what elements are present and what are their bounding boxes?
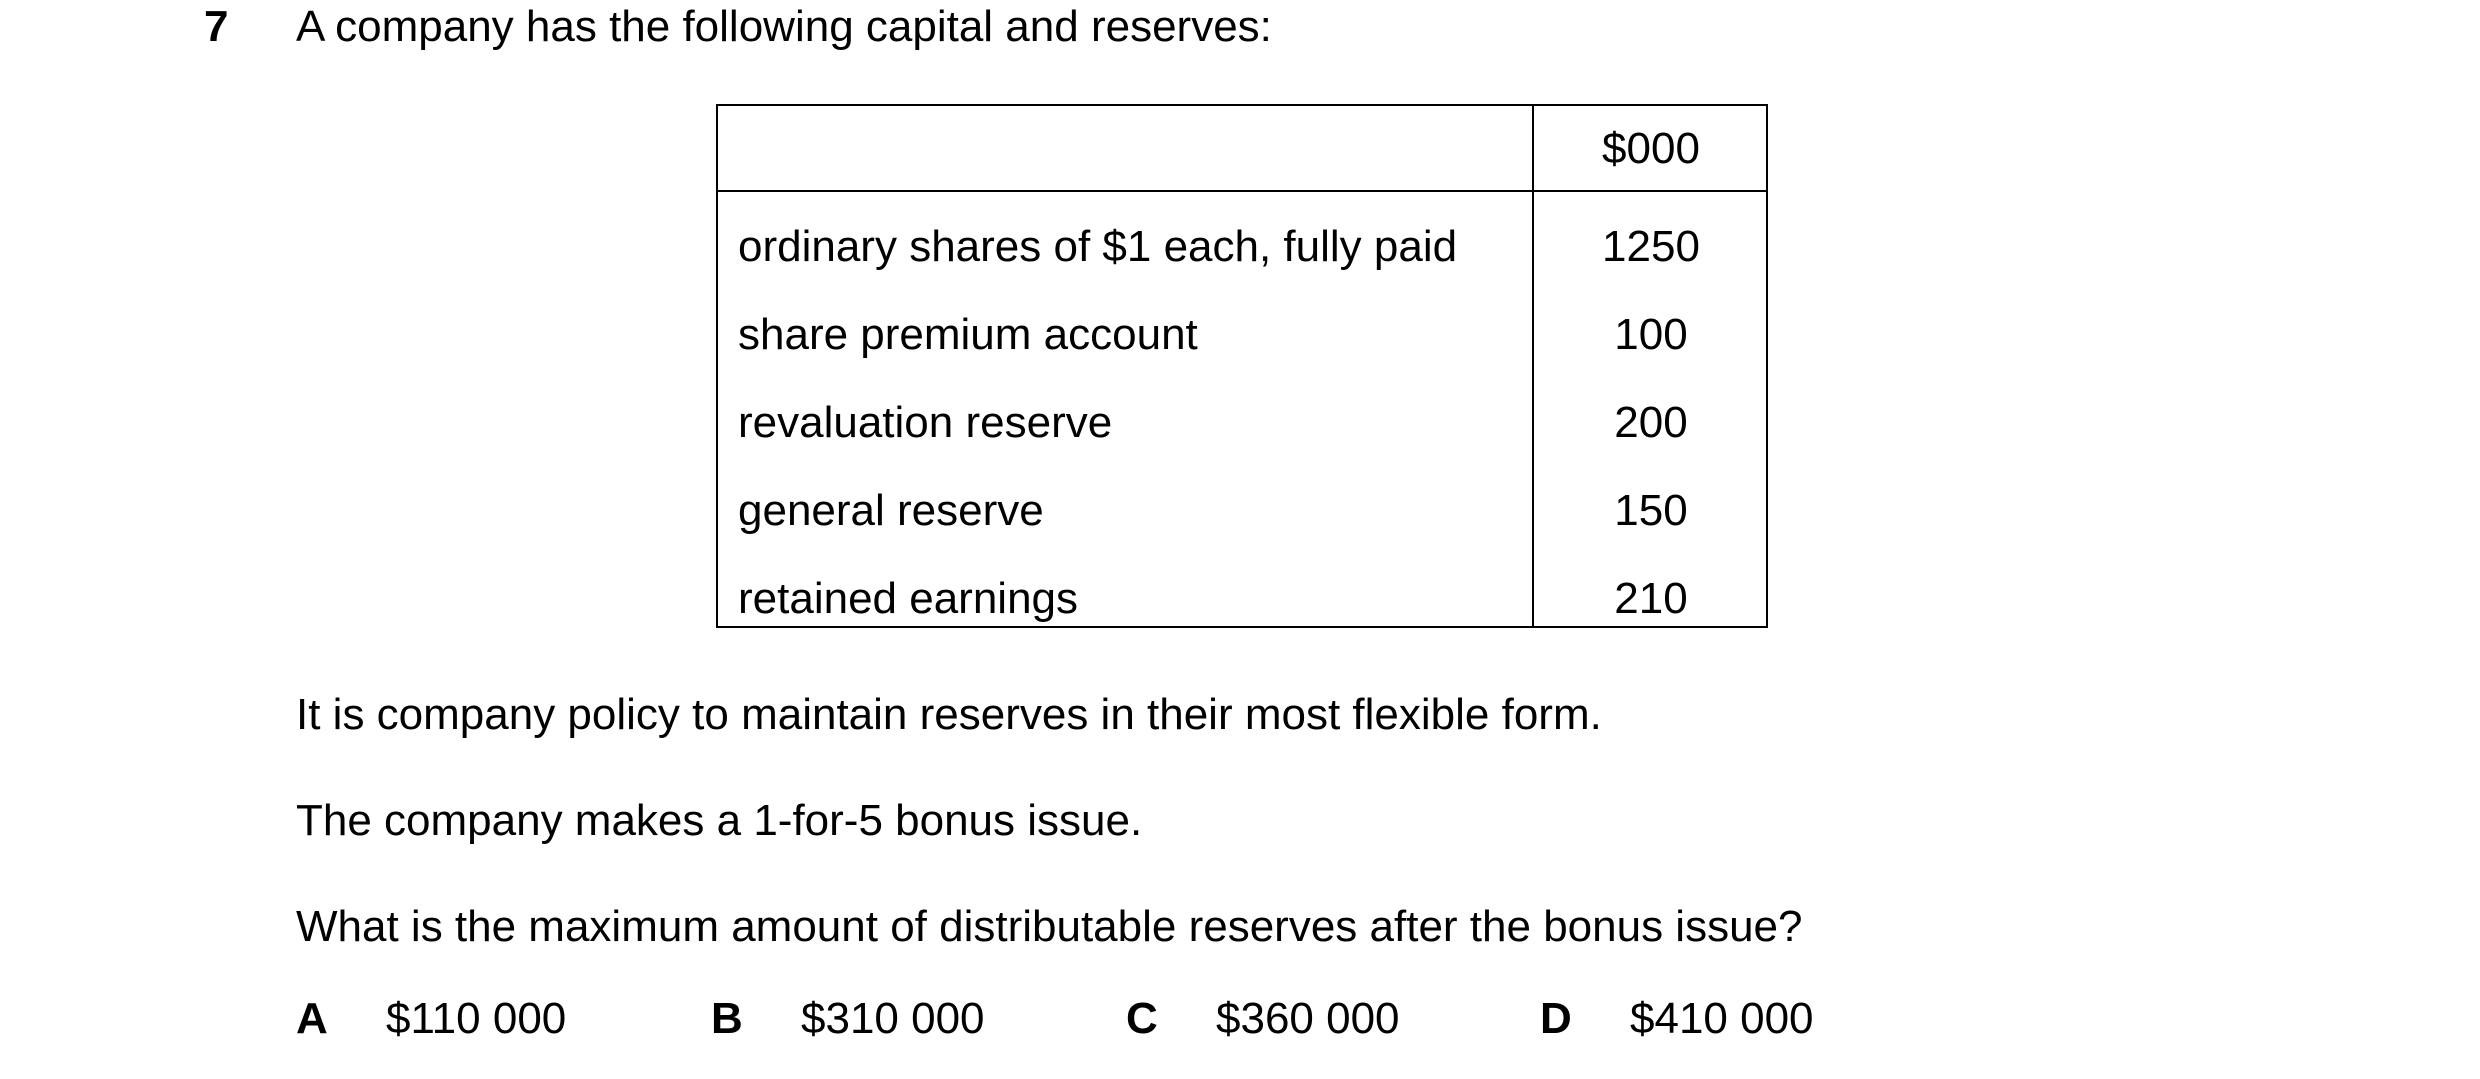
table-row-value: 210 — [1614, 574, 1688, 623]
table-row-label: ordinary shares of $1 each, fully paid — [738, 222, 1458, 271]
option-b-letter: B — [711, 994, 743, 1043]
question-prompt: What is the maximum amount of distributable reserves after the bonus issue? — [296, 902, 1803, 951]
table-header-divider — [718, 190, 1766, 192]
table-row-label: share premium account — [738, 310, 1198, 359]
table-unit-header: $000 — [1602, 124, 1700, 173]
table-row-value: 200 — [1614, 398, 1688, 447]
table-row-label: general reserve — [738, 486, 1044, 535]
option-a-letter: A — [296, 994, 328, 1043]
bonus-issue-statement: The company makes a 1-for-5 bonus issue. — [296, 796, 1143, 845]
capital-reserves-table — [716, 104, 1768, 628]
option-a-text: $110 000 — [386, 994, 567, 1043]
option-c-letter: C — [1126, 994, 1158, 1043]
option-b-text: $310 000 — [801, 994, 985, 1043]
policy-statement: It is company policy to maintain reserves in their most flexible form. — [296, 690, 1602, 739]
table-row-label: retained earnings — [738, 574, 1079, 623]
option-d-letter: D — [1540, 994, 1572, 1043]
question-number: 7 — [204, 2, 229, 51]
table-column-divider — [1532, 106, 1534, 626]
option-d-text: $410 000 — [1630, 994, 1814, 1043]
question-stem: A company has the following capital and reserves: — [296, 2, 1272, 51]
table-row-value: 100 — [1614, 310, 1688, 359]
table-row-value: 150 — [1614, 486, 1688, 535]
option-c-text: $360 000 — [1216, 994, 1400, 1043]
table-row-value: 1250 — [1602, 222, 1700, 271]
table-row-label: revaluation reserve — [738, 398, 1113, 447]
